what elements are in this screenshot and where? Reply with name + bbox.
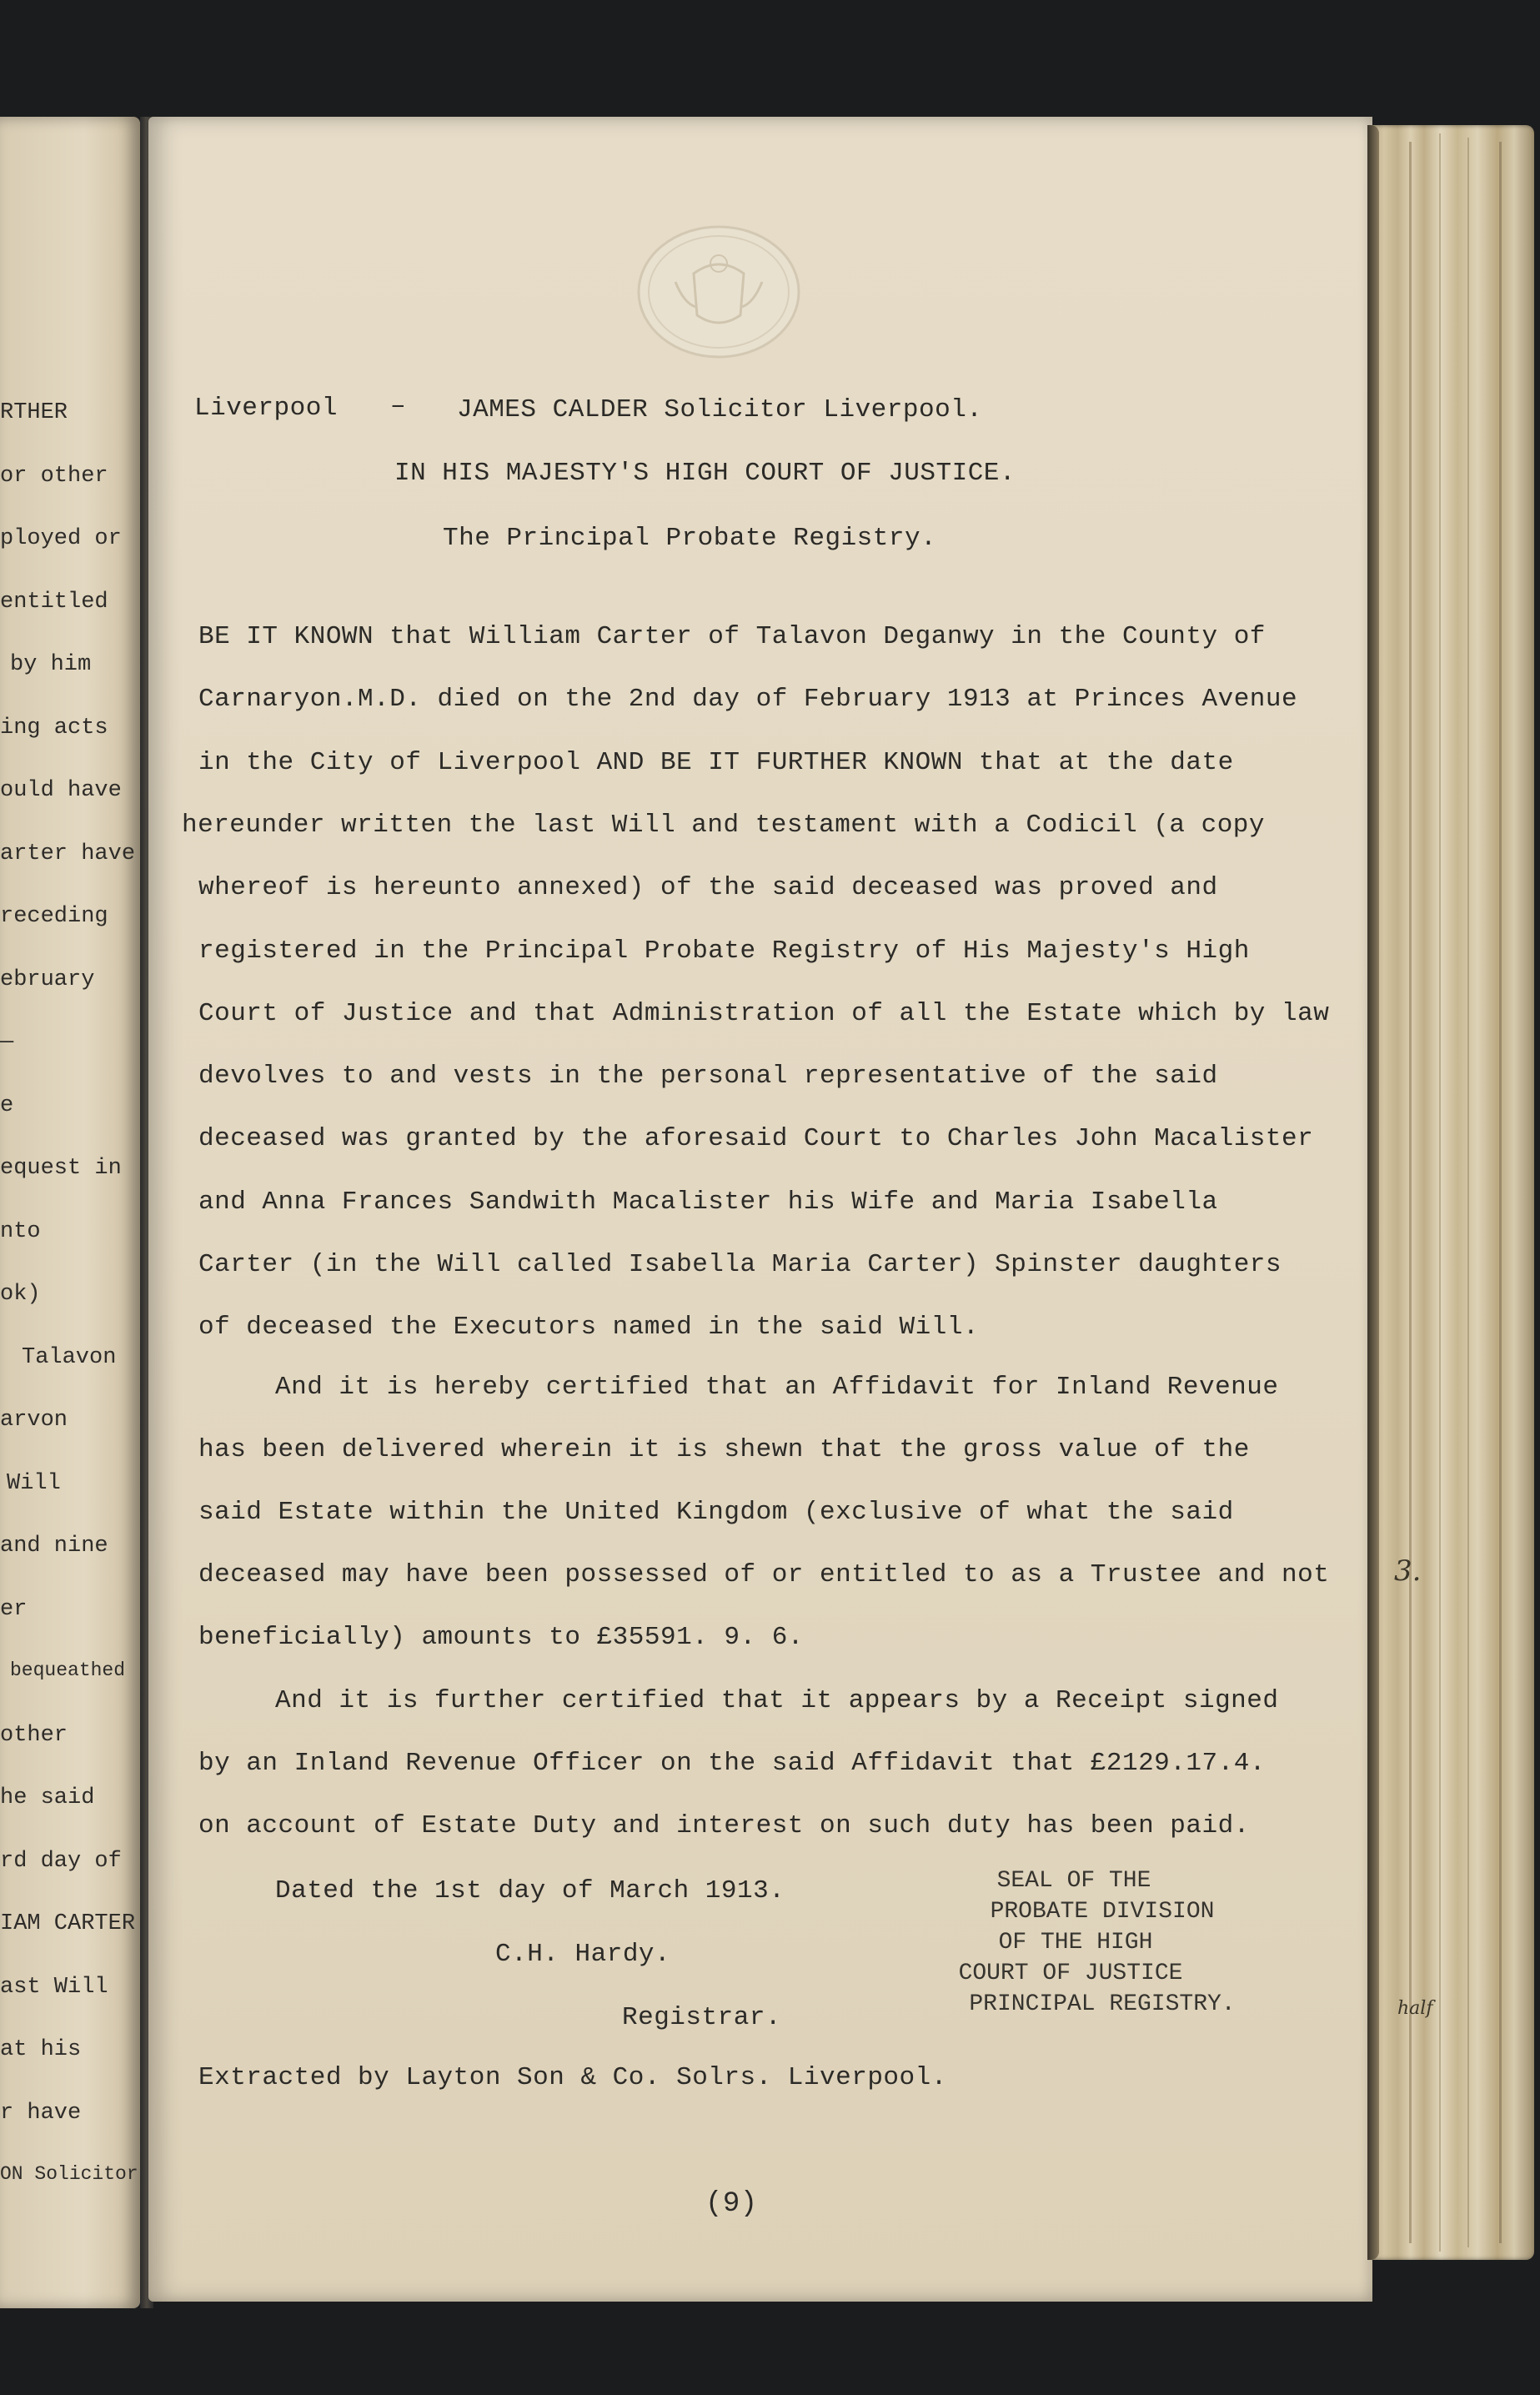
page-number: (9) [705,2188,758,2220]
document-line: Carter (in the Will called Isabella Maria Carter) Spinster daughters [198,1250,1282,1279]
left-page-fragment: r have [0,2100,82,2126]
document-line: devolves to and vests in the personal representative of the said [198,1062,1218,1092]
left-page-fragment: nto [0,1218,41,1244]
document-line: and Anna Frances Sandwith Macalister his Wife and Maria Isabella [198,1187,1218,1217]
left-page-fragment: e [0,1092,14,1118]
left-page-fragment: bequeathed [10,1659,126,1681]
document-line: whereof is hereunto annexed) of the said deceased was proved and [198,873,1218,903]
left-page-fragment: he said [0,1785,95,1810]
document-line: on account of Estate Duty and interest on such duty has been paid. [198,1811,1250,1840]
left-page-fragment: and nine [0,1534,108,1559]
left-page-fragment: ast Will [0,1974,108,2000]
header-place: Liverpool [194,394,338,423]
left-facing-page [0,117,140,2308]
seal-line: COURT OF JUSTICE [958,1961,1183,1986]
left-page-fragment: arter have [0,841,136,866]
left-page-fragment: equest in [0,1156,122,1181]
left-page-fragment: arvon [0,1408,68,1433]
left-page-fragment: — [0,1030,14,1055]
left-page-fragment: IAM CARTER [0,1911,136,1936]
registry-heading: The Principal Probate Registry. [443,524,937,553]
document-line: registered in the Principal Probate Registry of His Majesty's High [198,936,1250,966]
date-line: Dated the 1st day of March 1913. [275,1876,785,1905]
document-line: Carnaryon.M.D. died on the 2nd day of February 1913 at Princes Avenue [198,685,1298,715]
embossed-crest-icon [635,223,802,360]
left-page-fragment: rd day of [0,1848,122,1874]
page-stack-line [1409,142,1412,2243]
page-stack-line [1499,142,1502,2243]
left-page-fragment: other [0,1722,68,1748]
page-stack-shadow [1367,125,1379,2260]
document-line: Court of Justice and that Administration of all the Estate which by law [198,998,1330,1028]
left-page-fragment: receding [0,904,108,929]
page-stack-line [1439,133,1441,2252]
document-line: of deceased the Executors named in the said Will. [198,1313,980,1343]
document-line: And it is further certified that it appears by a Receipt signed [275,1686,1279,1715]
document-line: has been delivered wherein it is shewn that the gross value of the [198,1435,1250,1464]
seal-line: PRINCIPAL REGISTRY. [969,1991,1236,2017]
document-line: beneficially) amounts to £35591. 9. 6. [198,1623,804,1652]
left-page-fragment: entitled [0,589,108,615]
seal-line: OF THE HIGH [998,1930,1153,1956]
page-stack-edge [1367,125,1534,2260]
registrar-title: Registrar. [622,2003,782,2032]
margin-note-word: half [1397,1998,1433,2019]
seal-line: PROBATE DIVISION [990,1899,1215,1925]
document-line: in the City of Liverpool AND BE IT FURTHER KNOWN that at the date [198,747,1234,777]
header-dash: – [390,392,407,421]
left-page-fragment: Will [7,1470,61,1496]
left-page-fragment: Talavon [22,1344,117,1370]
left-page-fragment: ould have [0,778,122,803]
document-line: by an Inland Revenue Officer on the said Affidavit that £2129.17.4. [198,1749,1266,1778]
page-stack-line [1467,138,1469,2247]
left-page-fragment: at his [0,2037,82,2062]
document-line: BE IT KNOWN that William Carter of Talavon Deganwy in the County of [198,622,1266,651]
left-page-fragment: ebruary [0,967,95,992]
left-page-fragment: er [0,1596,28,1622]
document-line: deceased was granted by the aforesaid Court to Charles John Macalister [198,1124,1314,1154]
left-page-fragment: ON Solicitor [0,2163,138,2185]
document-line: And it is hereby certified that an Affidavit for Inland Revenue [275,1373,1279,1402]
document-line: deceased may have been possessed of or entitled to as a Trustee and not [198,1560,1330,1589]
header-solicitor: JAMES CALDER Solicitor Liverpool. [457,395,983,424]
margin-note-number: 3. [1394,1554,1422,1588]
left-page-fragment: ing acts [0,715,108,741]
document-line: hereunder written the last Will and testament with a Codicil (a copy [182,810,1266,840]
left-page-fragment: or other [0,463,108,489]
document-line: said Estate within the United Kingdom (exclusive of what the said [198,1498,1234,1527]
left-page-fragment: ok) [0,1282,41,1307]
left-page-fragment: by him [10,652,92,677]
left-page-fragment: ployed or [0,526,122,551]
court-heading: IN HIS MAJESTY'S HIGH COURT OF JUSTICE. [394,459,1016,488]
seal-line: SEAL OF THE [996,1868,1151,1894]
signatory-name: C.H. Hardy. [495,1940,671,1969]
left-page-fragment: RTHER [0,400,68,425]
extracted-by-line: Extracted by Layton Son & Co. Solrs. Liverpool. [198,2063,947,2092]
